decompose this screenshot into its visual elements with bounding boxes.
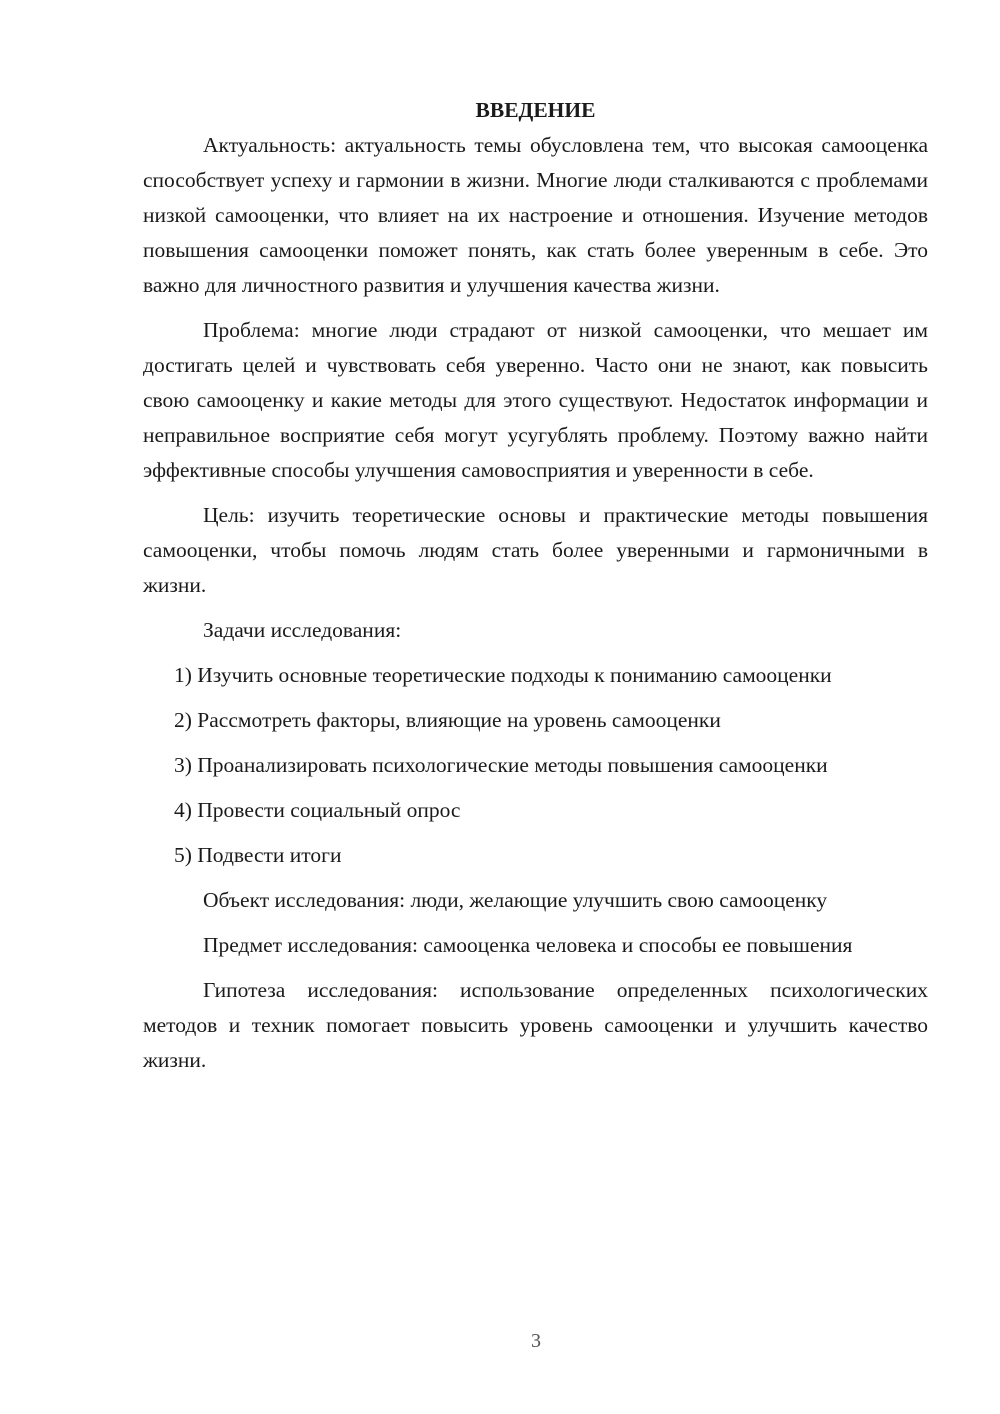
relevance-paragraph: Актуальность: актуальность темы обусловлена тем, что высокая самооценка способствует успеху и гармонии в жизни. Многие люди сталкиваются с проблемами низкой самооценки, что влияет на их настроение и отношения. Изучение методов повышения самооценки поможет понять, как стать более уверенным в себе. Это важно для личностного развития и улучшения качества жизни. [143,133,928,297]
task-item-5: 5) Подвести итоги [174,843,342,867]
page-content [143,93,928,1078]
task-item-4: 4) Провести социальный опрос [174,798,461,822]
task-item-3: 3) Проанализировать психологические методы повышения самооценки [174,753,828,777]
tasks-heading: Задачи исследования: [203,618,402,642]
task-item-1: 1) Изучить основные теоретические подходы к пониманию самооценки [174,663,832,687]
page-title: ВВЕДЕНИЕ [475,98,596,122]
page-number: 3 [531,1330,541,1352]
problem-paragraph: Проблема: многие люди страдают от низкой самооценки, что мешает им достигать целей и чувствовать себя уверенно. Часто они не знают, как повысить свою самооценку и какие методы для этого существуют. Недостаток информации и неправильное восприятие себя могут усугублять проблему. Поэтому важно найти эффективные способы улучшения самовосприятия и уверенности в себе. [143,318,928,482]
object-paragraph: Объект исследования: люди, желающие улучшить свою самооценку [203,888,828,912]
subject-paragraph: Предмет исследования: самооценка человека и способы ее повышения [203,933,853,957]
task-item-2: 2) Рассмотреть факторы, влияющие на уровень самооценки [174,708,721,732]
goal-paragraph: Цель: изучить теоретические основы и практические методы повышения самооценки, чтобы помочь людям стать более уверенными и гармоничными в жизни. [143,503,928,597]
hypothesis-paragraph: Гипотеза исследования: использование определенных психологических методов и техник помогает повысить уровень самооценки и улучшить качество жизни. [143,978,928,1072]
